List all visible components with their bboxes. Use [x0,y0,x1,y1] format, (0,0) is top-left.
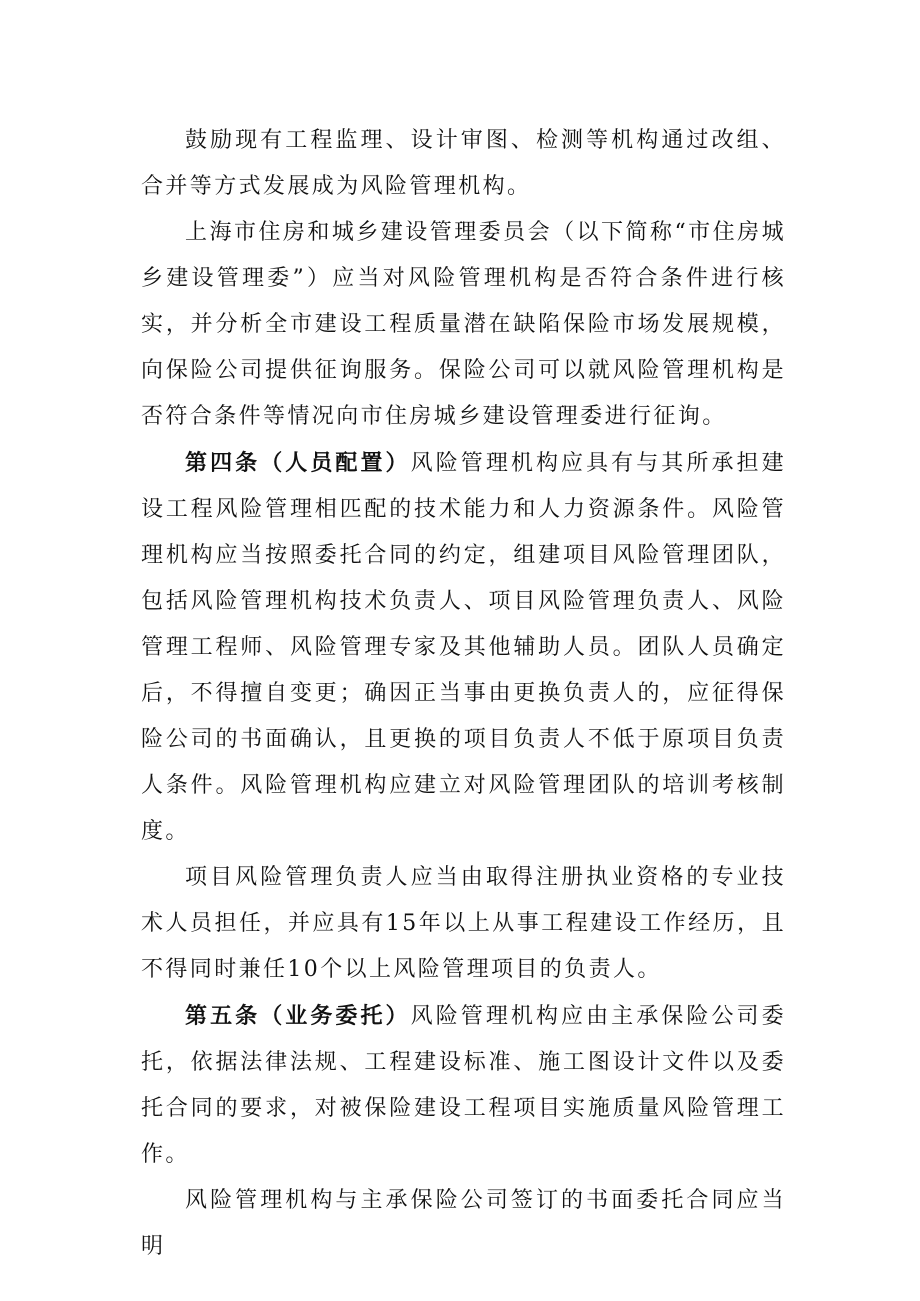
article-5-paragraph [141,993,786,1178]
paragraph-6 [141,1178,786,1270]
document-body [141,118,786,1270]
paragraph-4 [141,855,786,993]
article-4-text: 风险管理机构应具有与其所承担建设工程风险管理相匹配的技术能力和人力资源条件。风险管理机构应当按照委托合同的约定，组建项目风险管理团队，包括风险管理机构技术负责人、项目风险管理负责人、风险管理工程师、风险管理专家及其他辅助人员。团队人员确定后，不得擅自变更；确因正当事由更换负责人的，应征得保险公司的书面确认，且更换的项目负责人不低于原项目负责人条件。风险管理机构应建立对风险管理团队的培训考核制度。 [141,451,786,844]
paragraph-2 [141,210,786,440]
article-4-paragraph [141,440,786,855]
paragraph-1 [141,118,786,210]
paragraph-4-text: 项目风险管理负责人应当由取得注册执业资格的专业技术人员担任，并应具有15年以上从事工程建设工作经历，且不得同时兼任10个以上风险管理项目的负责人。 [141,865,786,982]
paragraph-2-text: 上海市住房和城乡建设管理委员会（以下简称“市住房城乡建设管理委”）应当对风险管理机构是否符合条件进行核实，并分析全市建设工程质量潜在缺陷保险市场发展规模，向保险公司提供征询服务。保险公司可以就风险管理机构是否符合条件等情况向市住房城乡建设管理委进行征询。 [141,220,786,429]
paragraph-6-text: 风险管理机构与主承保险公司签订的书面委托合同应当明 [141,1188,786,1259]
article-5-heading: 第五条（业务委托） [185,1003,411,1029]
article-4-heading: 第四条（人员配置） [185,450,411,476]
paragraph-1-text: 鼓励现有工程监理、设计审图、检测等机构通过改组、合并等方式发展成为风险管理机构。 [141,128,786,199]
article-5-text: 风险管理机构应由主承保险公司委托，依据法律法规、工程建设标准、施工图设计文件以及委托合同的要求，对被保险建设工程项目实施质量风险管理工作。 [141,1004,786,1167]
